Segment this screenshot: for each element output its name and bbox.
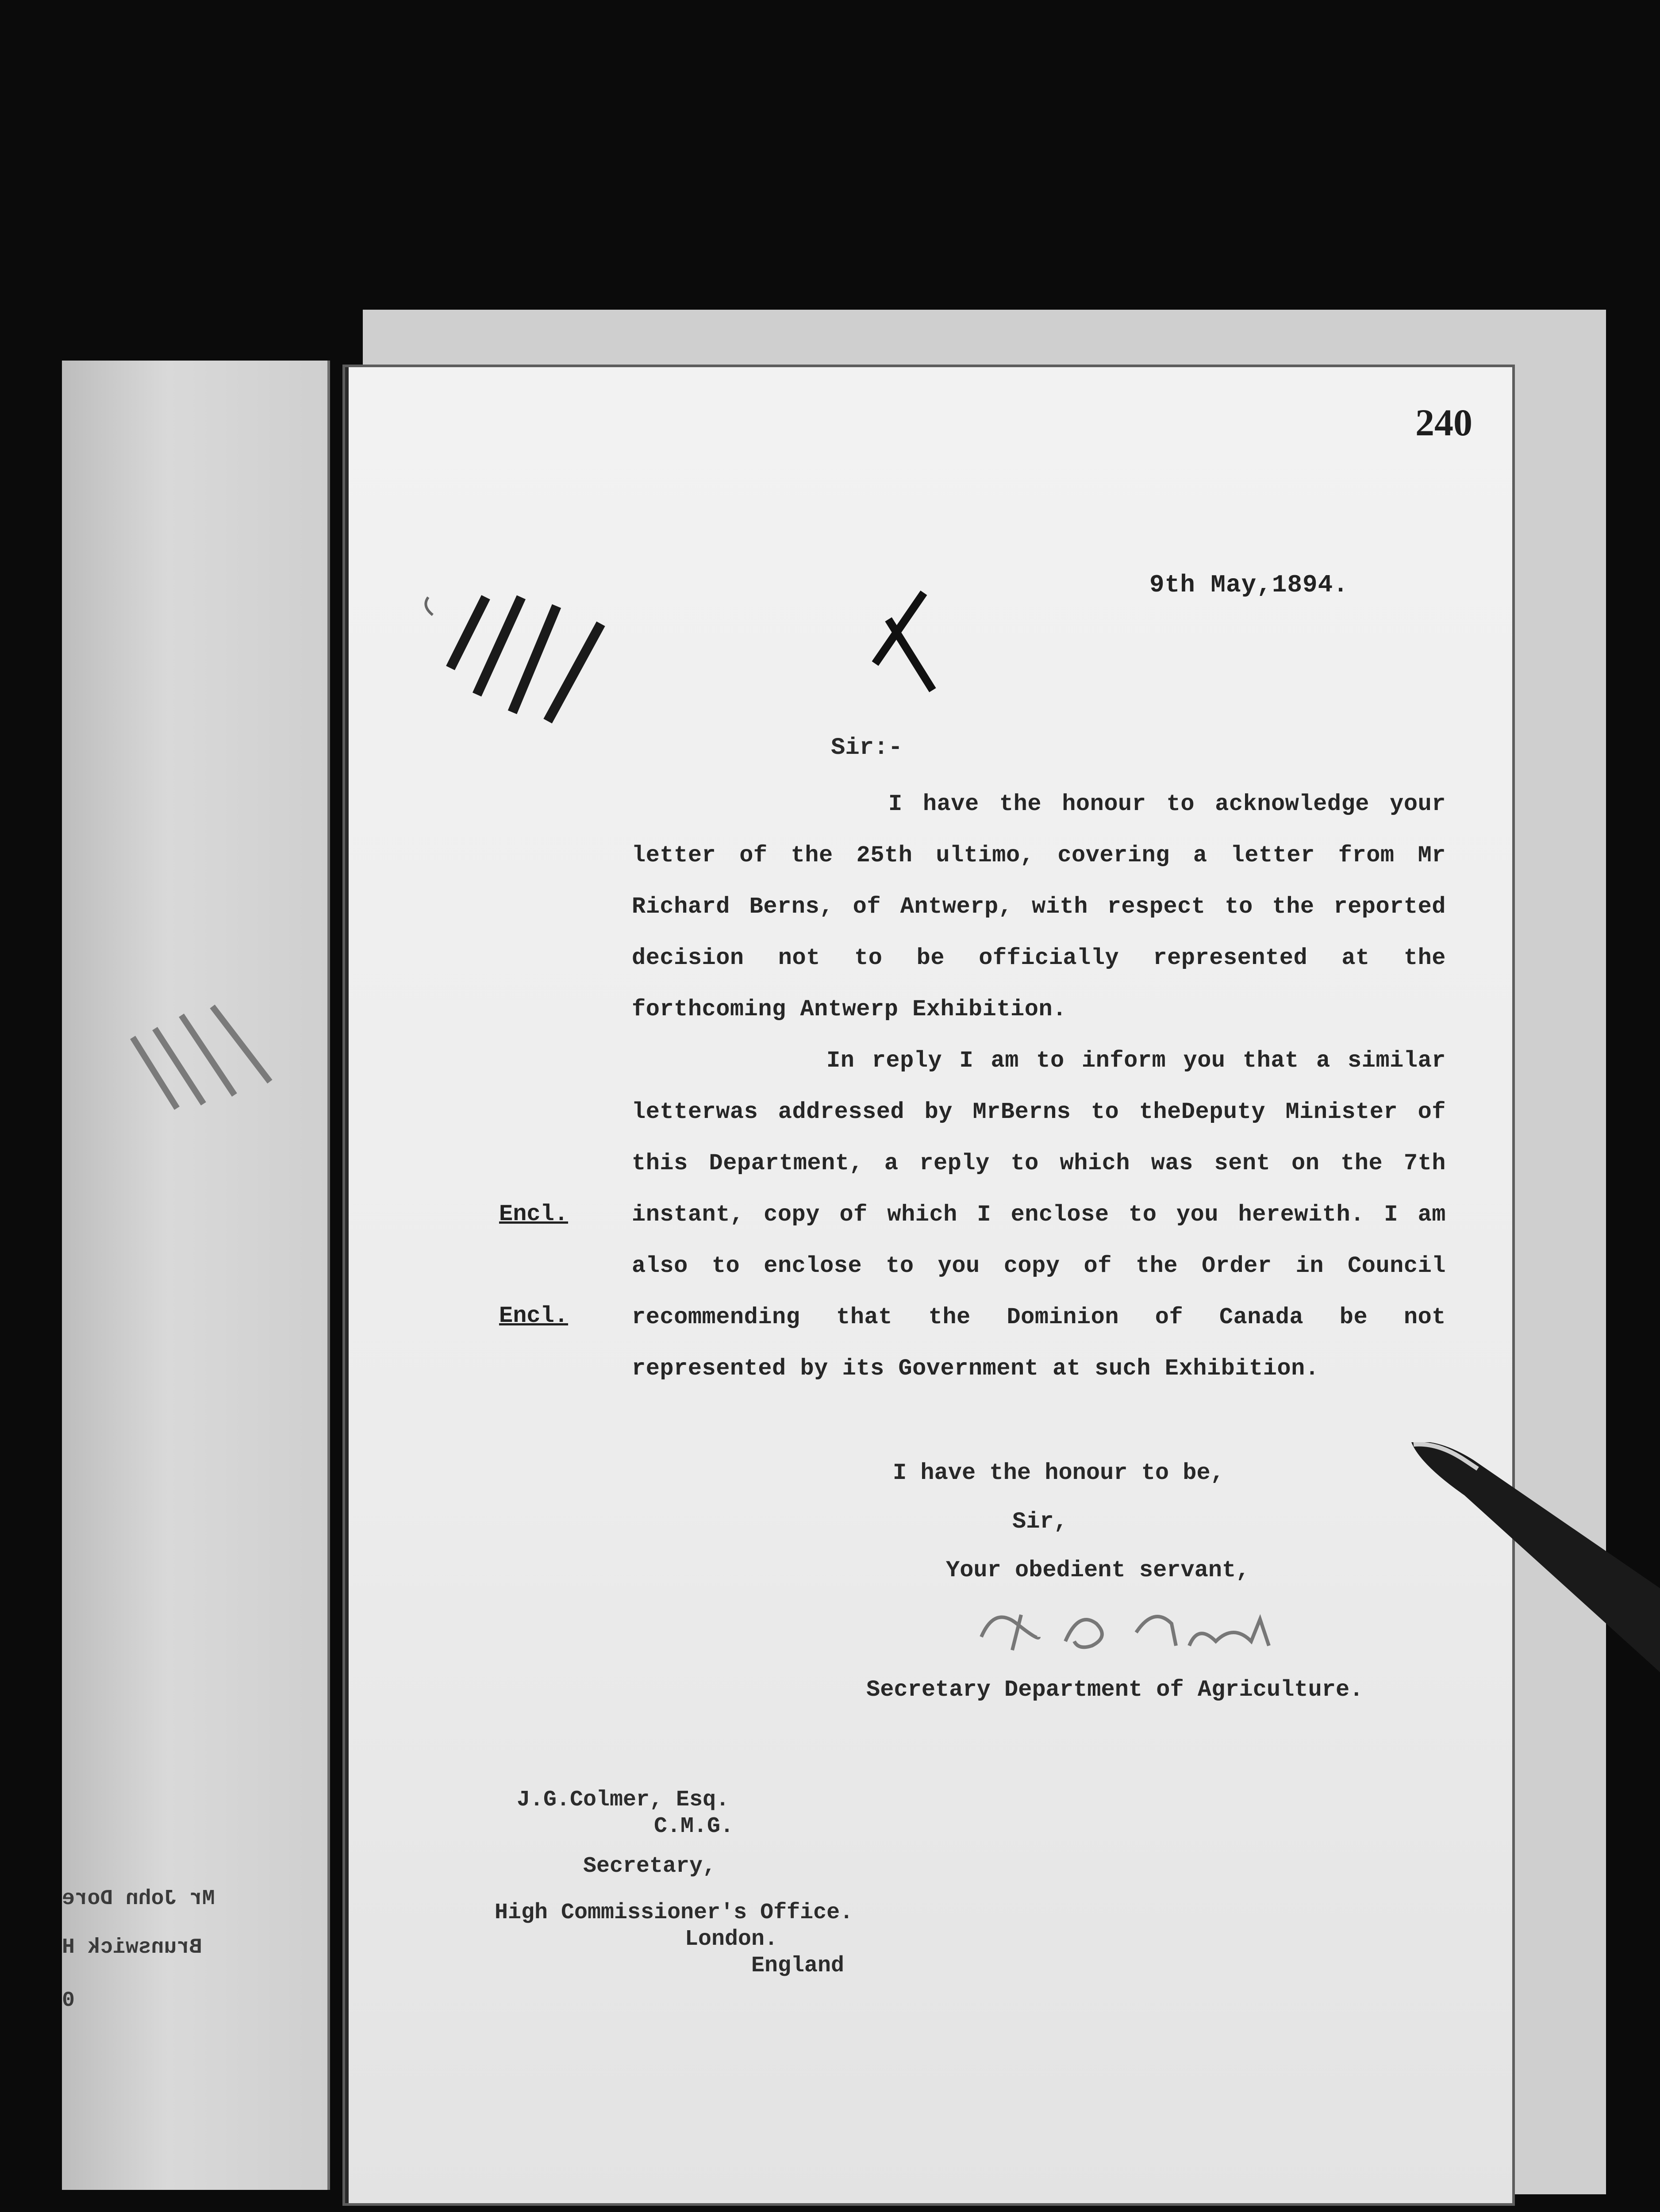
letter-date: 9th May,1894. <box>1149 571 1349 599</box>
salutation: Sir:- <box>831 734 903 761</box>
signatory-title: Secretary Department of Agriculture. <box>866 1677 1364 1703</box>
left-page-line-2: Brunswick H <box>62 1936 202 1959</box>
page-number: 240 <box>1415 401 1472 444</box>
x-mark-icon <box>857 588 955 695</box>
addressee-office: High Commissioner's Office. <box>495 1900 853 1925</box>
paragraph-2: In reply I am to inform you that a similar letterwas addressed by MrBerns to theDeputy Minister of this Department, a reply to which was sent on the 7th instant, copy of which I enclose to you herewith. I am also to enclose to you copy of the Order in Council recommending that the Dominion of Canada be not represented by its Government at such Exhibition. <box>632 1048 1446 1382</box>
closing-line-2: Sir, <box>1012 1509 1068 1535</box>
enclosure-mark-1: Encl. <box>499 1201 569 1227</box>
left-folded-page <box>62 361 330 2190</box>
left-page-line-3: 0 <box>62 1989 75 2012</box>
addressee-honours: C.M.G. <box>654 1814 734 1839</box>
signature-icon <box>968 1597 1287 1659</box>
tally-mark-icon <box>124 998 301 1139</box>
addressee-position: Secretary, <box>583 1854 716 1879</box>
slash-marks-icon <box>415 580 610 739</box>
addressee-city: London. <box>685 1927 778 1952</box>
pen-icon <box>1411 1442 1660 1672</box>
paragraph-1: I have the honour to acknowledge your letter of the 25th ultimo, covering a letter from Mr Richard Berns, of Antwerp, with respect to the reported decision not to be officially represented at the forthcoming Antwerp Exhibition. <box>632 791 1446 1022</box>
letter-body <box>632 779 1446 1394</box>
left-page-line-1: Mr John Dore <box>62 1887 215 1911</box>
enclosure-mark-2: Encl. <box>499 1303 569 1329</box>
addressee-name: J.G.Colmer, Esq. <box>517 1787 730 1813</box>
closing-line-3: Your obedient servant, <box>946 1557 1250 1583</box>
addressee-country: England <box>751 1953 845 1978</box>
closing-line-1: I have the honour to be, <box>893 1460 1224 1486</box>
letter-page <box>345 367 1512 2203</box>
